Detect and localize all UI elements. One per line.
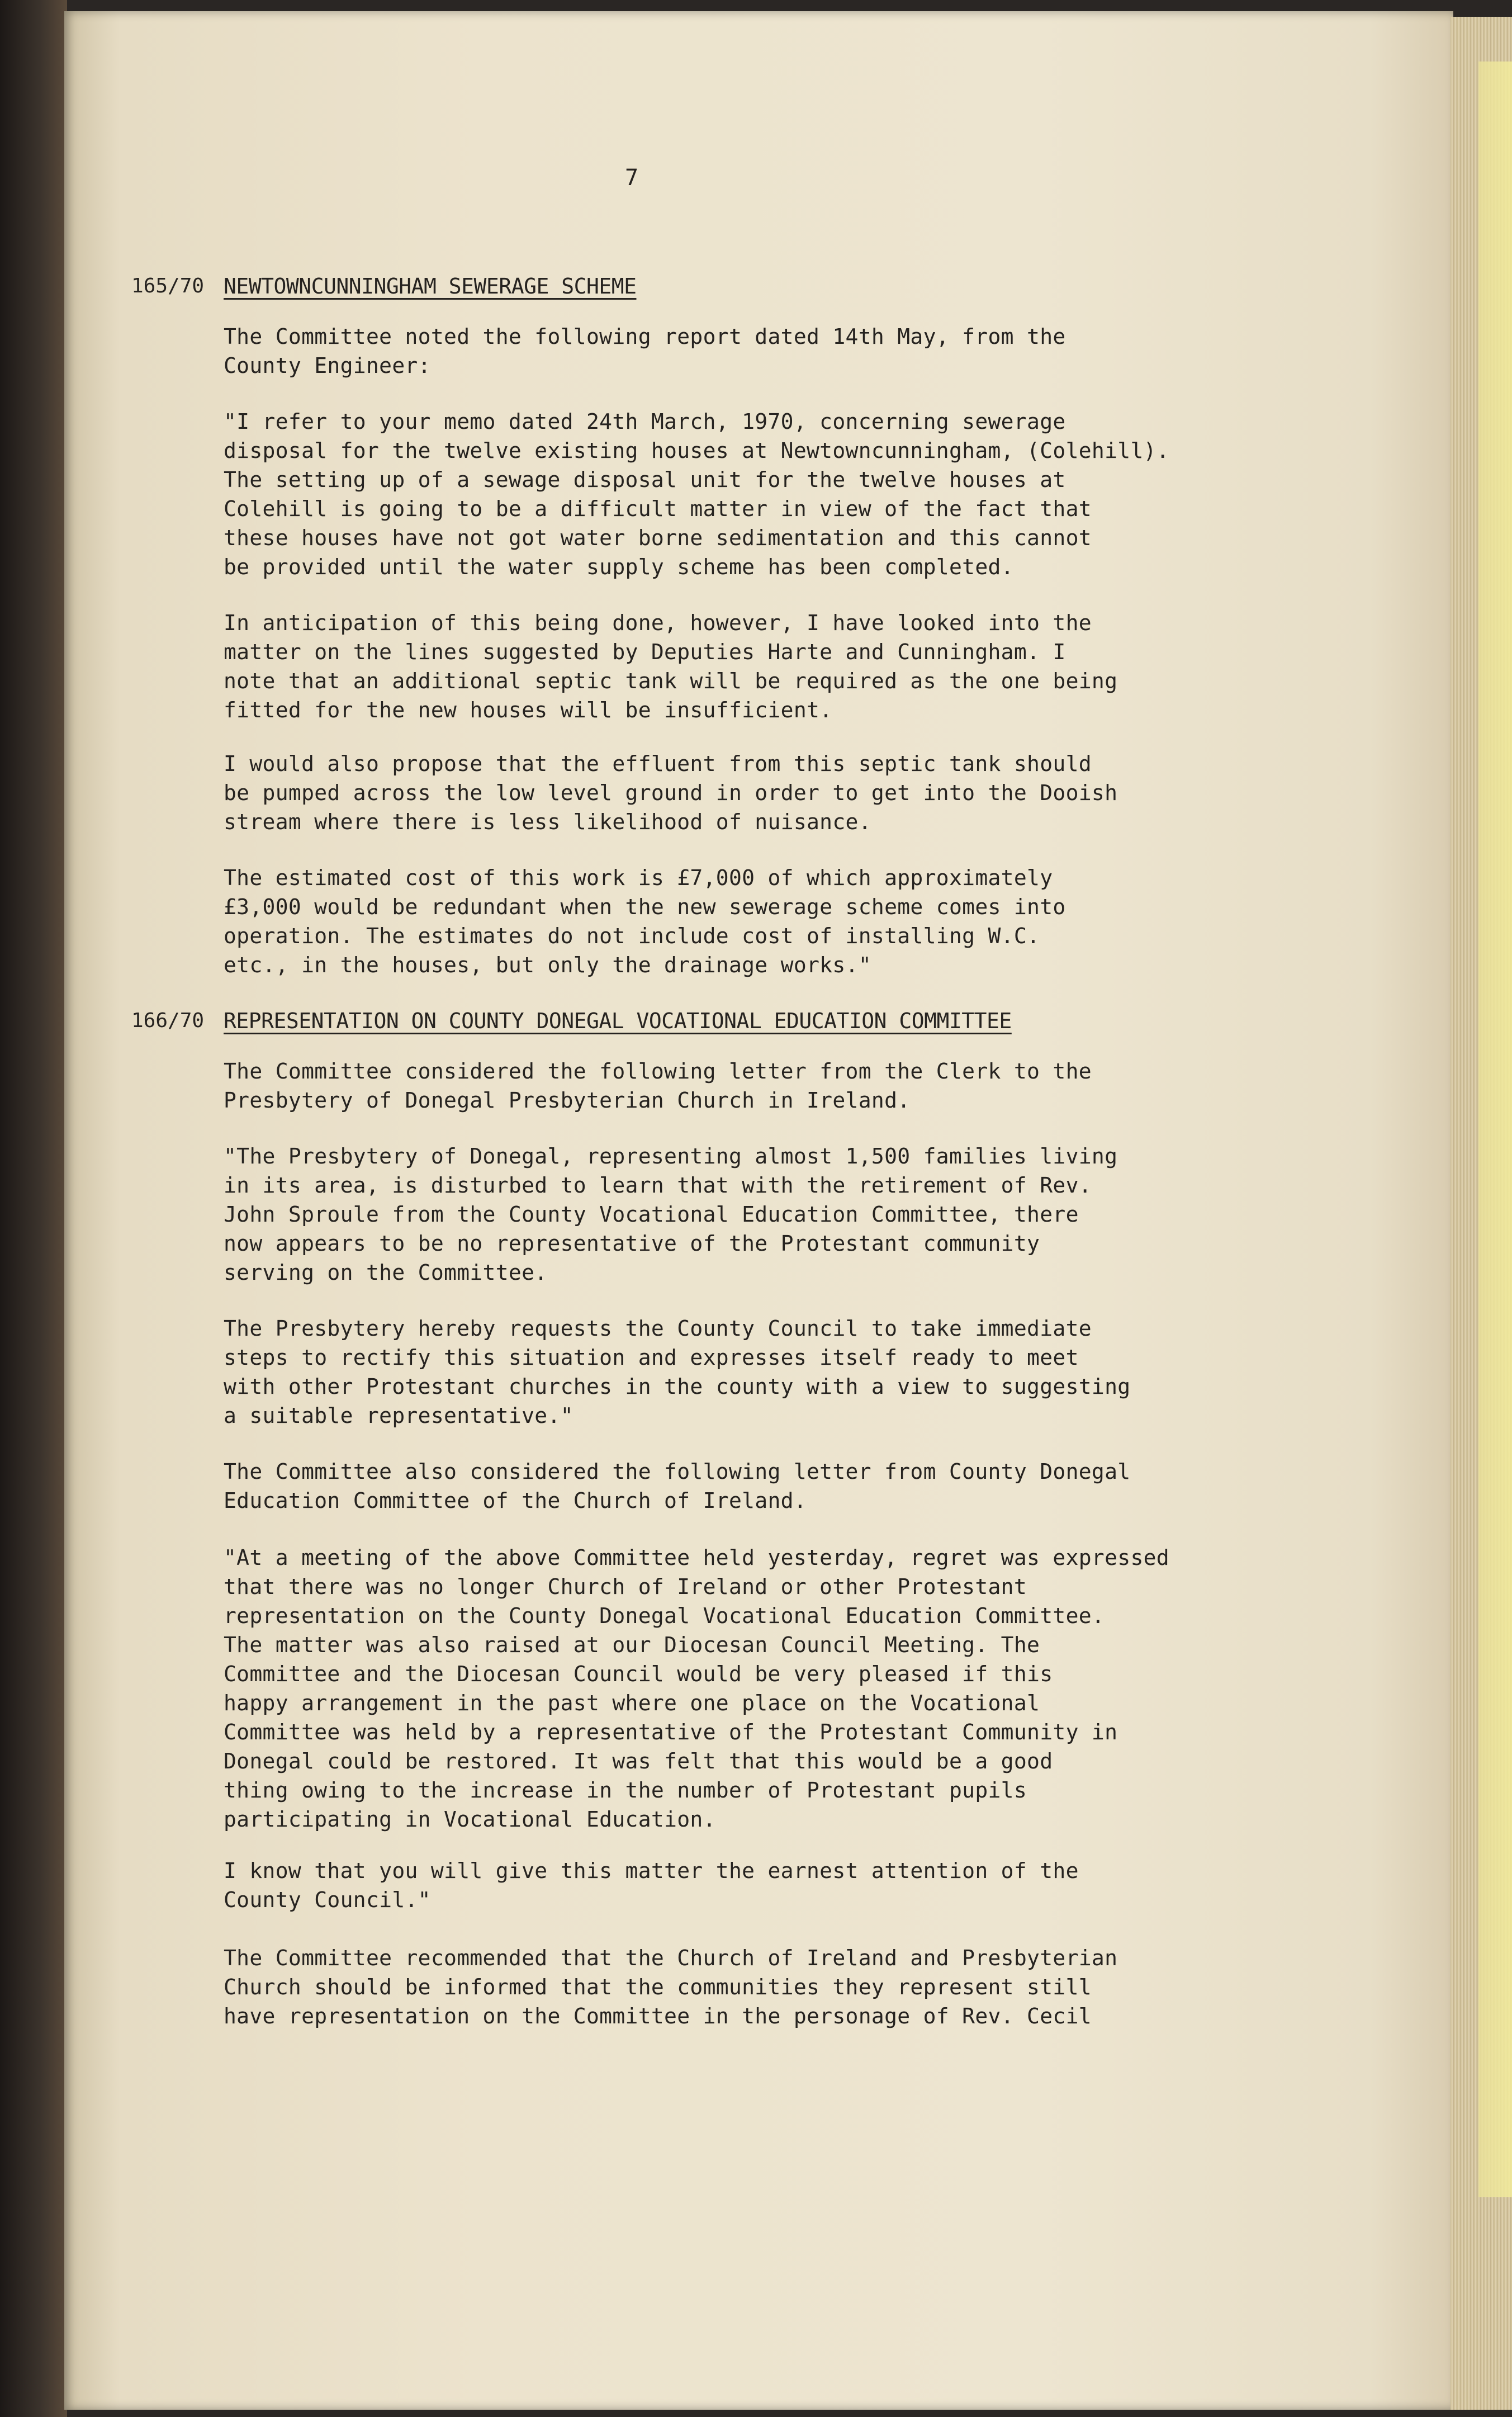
page-number: 7: [625, 165, 639, 191]
text-line: In anticipation of this being done, however, I have looked into the: [224, 611, 1092, 635]
paragraph: [224, 1057, 1092, 1115]
text-line: operation. The estimates do not include cost of installing W.C.: [224, 924, 1040, 948]
paragraph: [224, 863, 1066, 980]
paragraph: [224, 1457, 1130, 1515]
text-line: Presbytery of Donegal Presbyterian Church in Ireland.: [224, 1088, 911, 1113]
text-line: I know that you will give this matter the earnest attention of the: [224, 1858, 1079, 1883]
text-line: County Council.": [224, 1888, 431, 1912]
section-heading: REPRESENTATION ON COUNTY DONEGAL VOCATIONAL EDUCATION COMMITTEE: [224, 1009, 1012, 1033]
text-line: Committee was held by a representative of the Protestant Community in: [224, 1720, 1118, 1744]
text-line: I would also propose that the effluent from this septic tank should: [224, 751, 1092, 776]
text-line: note that an additional septic tank will be required as the one being: [224, 669, 1118, 693]
text-line: The Committee recommended that the Church of Ireland and Presbyterian: [224, 1946, 1118, 1970]
text-line: The estimated cost of this work is £7,000 of which approximately: [224, 865, 1053, 890]
book-binding: [0, 0, 67, 2417]
text-line: etc., in the houses, but only the drainage works.": [224, 953, 871, 977]
text-line: "At a meeting of the above Committee held yesterday, regret was expressed: [224, 1545, 1169, 1570]
text-line: representation on the County Donegal Vocational Education Committee.: [224, 1604, 1105, 1628]
text-line: with other Protestant churches in the county with a view to suggesting: [224, 1374, 1131, 1399]
text-line: "The Presbytery of Donegal, representing almost 1,500 families living: [224, 1144, 1118, 1169]
yellow-tab-strip: [1478, 62, 1512, 2197]
text-line: a suitable representative.": [224, 1403, 573, 1428]
text-line: The matter was also raised at our Diocesan Council Meeting. The: [224, 1633, 1040, 1657]
text-line: John Sproule from the County Vocational Education Committee, there: [224, 1202, 1079, 1227]
paragraph: [224, 749, 1117, 836]
text-line: stream where there is less likelihood of nuisance.: [224, 810, 871, 834]
text-line: in its area, is disturbed to learn that with the retirement of Rev.: [224, 1173, 1092, 1198]
text-line: serving on the Committee.: [224, 1260, 548, 1285]
text-line: County Engineer:: [224, 353, 431, 378]
text-line: that there was no longer Church of Ireland or other Protestant: [224, 1574, 1027, 1599]
text-line: The Committee noted the following report dated 14th May, from the: [224, 324, 1066, 349]
text-line: Colehill is going to be a difficult matter in view of the fact that: [224, 496, 1092, 521]
text-line: Church should be informed that the communities they represent still: [224, 1975, 1092, 1999]
text-line: be provided until the water supply scheme has been completed.: [224, 555, 1014, 579]
text-line: participating in Vocational Education.: [224, 1807, 716, 1832]
text-line: thing owing to the increase in the number of Protestant pupils: [224, 1778, 1027, 1803]
paragraph: [224, 1943, 1117, 2031]
text-line: happy arrangement in the past where one place on the Vocational: [224, 1691, 1040, 1715]
section-heading: NEWTOWNCUNNINGHAM SEWERAGE SCHEME: [224, 274, 637, 299]
text-line: "I refer to your memo dated 24th March, 1970, concerning sewerage: [224, 409, 1066, 434]
paragraph: [224, 608, 1117, 725]
text-line: these houses have not got water borne sedimentation and this cannot: [224, 526, 1092, 550]
text-line: The Presbytery hereby requests the County Council to take immediate: [224, 1316, 1092, 1341]
text-line: The Committee considered the following letter from the Clerk to the: [224, 1059, 1092, 1084]
text-line: The setting up of a sewage disposal unit for the twelve houses at: [224, 467, 1066, 492]
text-line: Donegal could be restored. It was felt that this would be a good: [224, 1749, 1053, 1773]
text-line: have representation on the Committee in the personage of Rev. Cecil: [224, 2004, 1092, 2028]
text-line: fitted for the new houses will be insufficient.: [224, 698, 833, 722]
minute-number: 165/70: [131, 275, 205, 297]
text-line: Education Committee of the Church of Ireland.: [224, 1488, 807, 1513]
paragraph: [224, 407, 1169, 581]
paragraph: [224, 1543, 1169, 1834]
text-line: steps to rectify this situation and expresses itself ready to meet: [224, 1345, 1079, 1370]
text-line: be pumped across the low level ground in order to get into the Dooish: [224, 781, 1118, 805]
minute-number: 166/70: [131, 1009, 205, 1032]
text-line: The Committee also considered the following letter from County Donegal: [224, 1459, 1131, 1484]
text-line: now appears to be no representative of the Protestant community: [224, 1231, 1040, 1256]
text-line: matter on the lines suggested by Deputies Harte and Cunningham. I: [224, 640, 1066, 664]
text-line: disposal for the twelve existing houses at Newtowncunningham, (Colehill).: [224, 438, 1169, 463]
paragraph: [224, 1856, 1079, 1914]
paragraph: [224, 322, 1066, 380]
paragraph: [224, 1142, 1117, 1287]
text-line: Committee and the Diocesan Council would be very pleased if this: [224, 1662, 1053, 1686]
text-line: £3,000 would be redundant when the new sewerage scheme comes into: [224, 895, 1066, 919]
paragraph: [224, 1314, 1130, 1430]
